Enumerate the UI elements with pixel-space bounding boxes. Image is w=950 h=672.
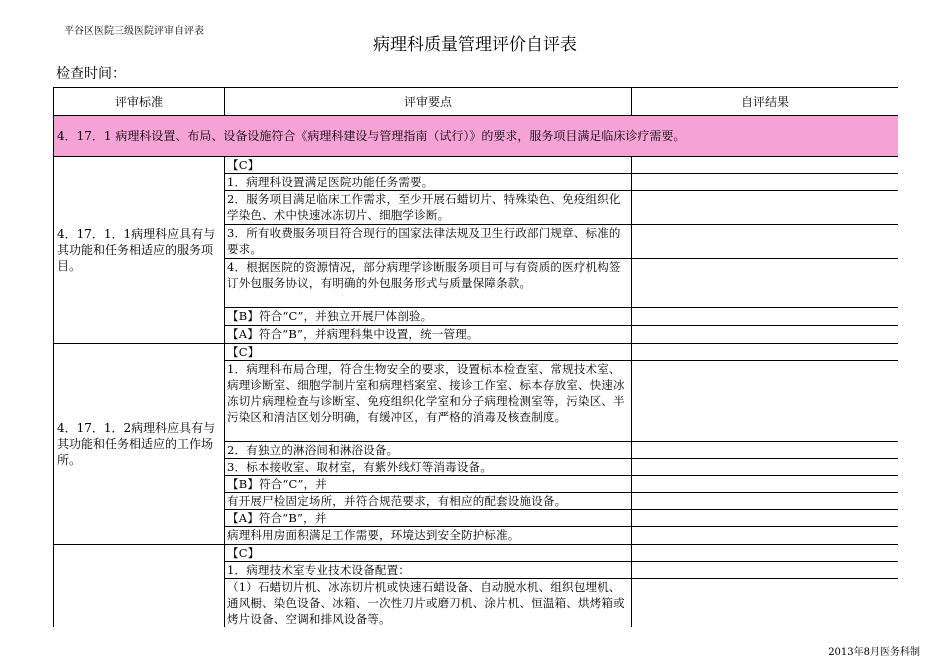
point-cell: 【B】符合“C”，并 [225, 476, 632, 493]
point-cell: 1．病理科设置满足医院功能任务需要。 [225, 174, 632, 191]
result-cell[interactable] [632, 308, 899, 326]
evaluation-sheet [53, 87, 898, 627]
page-title: 病理科质量管理评价自评表 [373, 35, 577, 55]
point-cell: 3．标本接收室、取材室，有紫外线灯等消毒设备。 [225, 459, 632, 476]
result-cell[interactable] [632, 344, 899, 361]
header-note: 平谷区医院三级医院评审自评表 [64, 26, 204, 37]
result-cell[interactable] [632, 493, 899, 510]
point-cell: 【C】 [225, 157, 632, 174]
point-cell: 【A】符合“B”，并 [225, 510, 632, 527]
table-row [54, 545, 899, 562]
result-cell[interactable] [632, 476, 899, 493]
standard-cell: 4．17．1．1病理科应具有与其功能和任务相适应的服务项目。 [54, 157, 225, 344]
result-cell[interactable] [632, 225, 899, 259]
standard-cell [54, 545, 225, 628]
result-cell[interactable] [632, 191, 899, 225]
column-header-standard: 评审标准 [54, 88, 225, 116]
table-row [54, 344, 899, 361]
point-cell: 3．所有收费服务项目符合现行的国家法律法规及卫生行政部门规章、标准的要求。 [225, 225, 632, 259]
point-cell: 1．病理技术室专业技术设备配置： [225, 562, 632, 579]
point-cell: 4．根据医院的资源情况，部分病理学诊断服务项目可与有资质的医疗机构签订外包服务协议，有明确的外包服务形式与质量保障条款。 [225, 259, 632, 308]
result-cell[interactable] [632, 361, 899, 442]
table-row [54, 157, 899, 174]
point-cell: 有开展尸检固定场所，并符合规范要求，有相应的配套设施设备。 [225, 493, 632, 510]
result-cell[interactable] [632, 442, 899, 459]
footer-note: 2013年8月医务科制 [828, 647, 920, 658]
section-row [54, 116, 899, 157]
result-cell[interactable] [632, 326, 899, 344]
result-cell[interactable] [632, 157, 899, 174]
point-cell: 【C】 [225, 545, 632, 562]
point-cell: 【B】符合“C”，并独立开展尸体剖验。 [225, 308, 632, 326]
result-cell[interactable] [632, 174, 899, 191]
check-time-label: 检查时间： [56, 66, 126, 82]
result-cell[interactable] [632, 545, 899, 562]
point-cell: 【A】符合“B”，并病理科集中设置，统一管理。 [225, 326, 632, 344]
result-cell[interactable] [632, 459, 899, 476]
point-cell: （1）石蜡切片机、冰冻切片机或快速石蜡设备、自动脱水机、组织包埋机、通风橱、染色设备、冰箱、一次性刀片或磨刀机、涂片机、恒温箱、烘烤箱或烤片设备、空调和排风设备等。 [225, 579, 632, 628]
result-cell[interactable] [632, 510, 899, 527]
evaluation-table [53, 87, 898, 627]
result-cell[interactable] [632, 562, 899, 579]
point-cell: 2．有独立的淋浴间和淋浴设备。 [225, 442, 632, 459]
standard-cell: 4．17．1．2病理科应具有与其功能和任务相适应的工作场所。 [54, 344, 225, 545]
column-header-result: 自评结果 [632, 88, 899, 116]
table-header-row [54, 88, 899, 116]
point-cell: 病理科用房面积满足工作需要，环境达到安全防护标准。 [225, 527, 632, 545]
column-header-points: 评审要点 [225, 88, 632, 116]
result-cell[interactable] [632, 527, 899, 545]
result-cell[interactable] [632, 259, 899, 308]
result-cell[interactable] [632, 579, 899, 628]
point-cell: 1．病理科布局合理，符合生物安全的要求，设置标本检查室、常规技术室、病理诊断室、细胞学制片室和病理档案室、接诊工作室、标本存放室、快速冰冻切片病理检查与诊断室、免疫组织化学室和分子病理检测室等，污染区、半污染区和清洁区划分明确，有缓冲区，有严格的消毒及核查制度。 [225, 361, 632, 442]
section-text: 4．17．1 病理科设置、布局、设备设施符合《病理科建设与管理指南（试行）》的要求，服务项目满足临床诊疗需要。 [54, 116, 899, 157]
point-cell: 【C】 [225, 344, 632, 361]
point-cell: 2．服务项目满足临床工作需求，至少开展石蜡切片、特殊染色、免疫组织化学染色、术中快速冰冻切片、细胞学诊断。 [225, 191, 632, 225]
